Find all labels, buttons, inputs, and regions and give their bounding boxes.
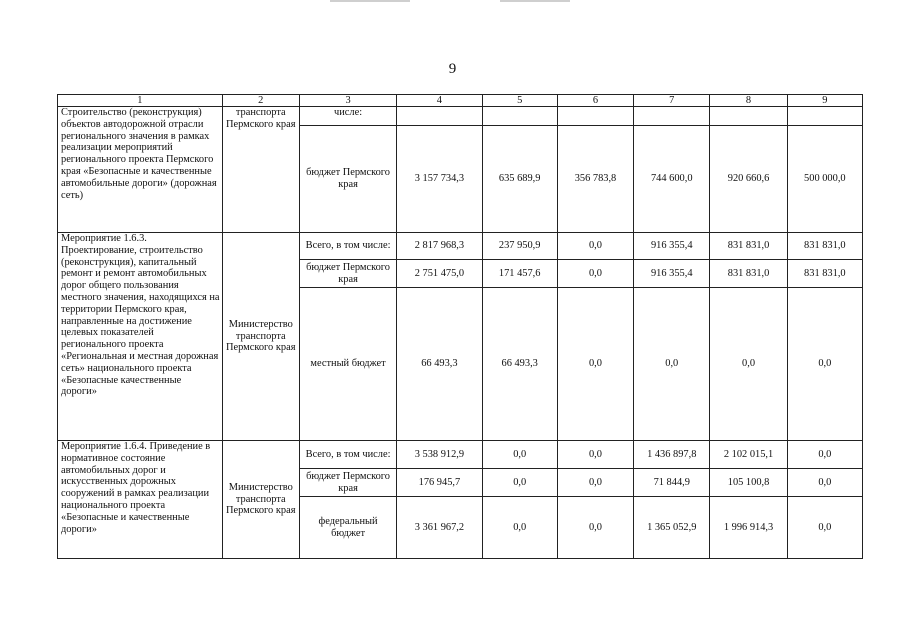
header-cell: 9: [787, 95, 862, 107]
header-cell: 4: [397, 95, 482, 107]
value-cell: [482, 107, 557, 126]
value-cell: 0,0: [787, 441, 862, 469]
value-cell: [397, 107, 482, 126]
activity-name-cell: Мероприятие 1.6.4. Приведение в нормативное состояние автомобильных дорог и искусственных дорожных сооружений в рамках реализации национального проекта «Безопасные и качественные дороги»: [58, 441, 223, 559]
header-cell: 2: [222, 95, 299, 107]
value-cell: 1 996 914,3: [710, 497, 787, 559]
header-cell: 5: [482, 95, 557, 107]
value-cell: 744 600,0: [634, 126, 710, 233]
executor-cell: транспорта Пермского края: [222, 107, 299, 233]
value-cell: 3 157 734,3: [397, 126, 482, 233]
value-cell: 2 751 475,0: [397, 260, 482, 288]
value-cell: 0,0: [482, 469, 557, 497]
header-cell: 8: [710, 95, 787, 107]
funding-source-cell: бюджет Пермского края: [299, 260, 396, 288]
value-cell: 831 831,0: [710, 233, 787, 260]
value-cell: 0,0: [557, 497, 633, 559]
header-cell: 7: [634, 95, 710, 107]
value-cell: 0,0: [710, 288, 787, 441]
executor-cell: Министерство транспорта Пермского края: [222, 233, 299, 441]
value-cell: 635 689,9: [482, 126, 557, 233]
value-cell: 0,0: [634, 288, 710, 441]
table-row: [58, 107, 863, 126]
value-cell: [710, 107, 787, 126]
header-cell: 6: [557, 95, 633, 107]
value-cell: 105 100,8: [710, 469, 787, 497]
funding-source-cell: бюджет Пермского края: [299, 126, 396, 233]
value-cell: 0,0: [557, 288, 633, 441]
value-cell: 3 361 967,2: [397, 497, 482, 559]
funding-source-cell: федеральный бюджет: [299, 497, 396, 559]
header-row: [58, 95, 863, 107]
value-cell: 0,0: [557, 260, 633, 288]
value-cell: 1 436 897,8: [634, 441, 710, 469]
value-cell: 916 355,4: [634, 260, 710, 288]
value-cell: 2 102 015,1: [710, 441, 787, 469]
value-cell: 0,0: [787, 288, 862, 441]
value-cell: 0,0: [557, 441, 633, 469]
value-cell: 831 831,0: [787, 233, 862, 260]
value-cell: 0,0: [557, 233, 633, 260]
activity-name-cell: Мероприятие 1.6.3. Проектирование, строительство (реконструкция), капитальный ремонт и ремонт автомобильных дорог общего пользования местного значения, находящихся на территории Пермского края, направленные на достижение целевых показателей регионального проекта «Региональная и местная дорожная сеть» национального проекта «Безопасные качественные дороги»: [58, 233, 223, 441]
value-cell: 356 783,8: [557, 126, 633, 233]
value-cell: 500 000,0: [787, 126, 862, 233]
value-cell: 66 493,3: [397, 288, 482, 441]
value-cell: 916 355,4: [634, 233, 710, 260]
value-cell: [787, 107, 862, 126]
value-cell: 71 844,9: [634, 469, 710, 497]
table-row: [58, 233, 863, 260]
value-cell: 831 831,0: [787, 260, 862, 288]
value-cell: 66 493,3: [482, 288, 557, 441]
value-cell: 920 660,6: [710, 126, 787, 233]
value-cell: 237 950,9: [482, 233, 557, 260]
value-cell: 0,0: [787, 469, 862, 497]
table-row: [58, 441, 863, 469]
funding-source-cell: местный бюджет: [299, 288, 396, 441]
value-cell: 176 945,7: [397, 469, 482, 497]
funding-source-cell: Всего, в том числе:: [299, 441, 396, 469]
value-cell: 171 457,6: [482, 260, 557, 288]
header-cell: 1: [58, 95, 223, 107]
value-cell: 3 538 912,9: [397, 441, 482, 469]
scan-edge-mark: [330, 0, 410, 2]
value-cell: 1 365 052,9: [634, 497, 710, 559]
page-number: 9: [448, 61, 457, 77]
funding-source-cell: числе:: [299, 107, 396, 126]
budget-table: [57, 94, 863, 559]
value-cell: 0,0: [482, 497, 557, 559]
value-cell: [557, 107, 633, 126]
value-cell: 2 817 968,3: [397, 233, 482, 260]
header-cell: 3: [299, 95, 396, 107]
value-cell: [634, 107, 710, 126]
scan-edge-mark: [500, 0, 570, 2]
funding-source-cell: Всего, в том числе:: [299, 233, 396, 260]
value-cell: 0,0: [787, 497, 862, 559]
funding-source-cell: бюджет Пермского края: [299, 469, 396, 497]
value-cell: 0,0: [482, 441, 557, 469]
value-cell: 831 831,0: [710, 260, 787, 288]
activity-name-cell: Строительство (реконструкция) объектов автодорожной отрасли регионального значения в рамках реализации мероприятий регионального проекта Пермского края «Безопасные и качественные автомобильные дороги» (дорожная сеть): [58, 107, 223, 233]
value-cell: 0,0: [557, 469, 633, 497]
executor-cell: Министерство транспорта Пермского края: [222, 441, 299, 559]
